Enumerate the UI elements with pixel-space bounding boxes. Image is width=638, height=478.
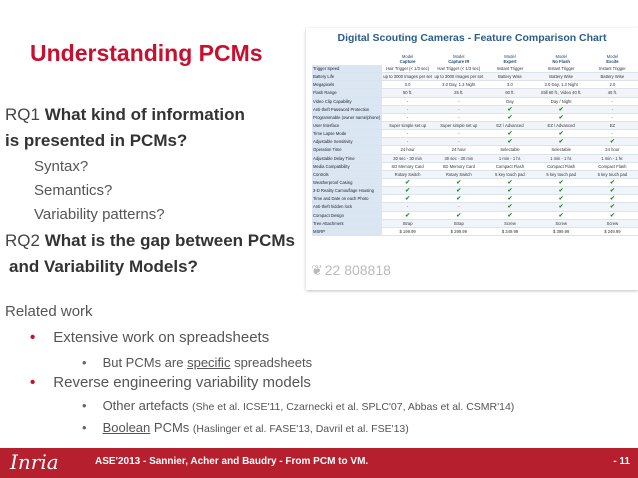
footer-bar (0, 448, 638, 478)
sub-item-syntax: Syntax? (34, 158, 89, 175)
sub-item-variability: Variability patterns? (34, 206, 165, 223)
table-cell: - (382, 113, 433, 121)
table-cell: - (382, 203, 433, 211)
check-icon: ✔ (433, 187, 484, 195)
check-icon: ✔ (382, 211, 433, 219)
feature-name-cell: Trigger Speed (312, 65, 382, 73)
feature-name-cell: Tree Attachment (312, 219, 382, 227)
table-cell: 3.0 (382, 81, 433, 89)
table-cell: - (382, 105, 433, 113)
table-row (312, 130, 638, 138)
table-cell: SD Memory Card (382, 162, 433, 170)
table-cell: 1 min - 1 hr. (587, 154, 638, 162)
header-model-name: Capture IR (448, 58, 470, 64)
table-row (312, 162, 638, 170)
table-cell: 25 ft. (433, 89, 484, 97)
check-icon: ✔ (382, 178, 433, 186)
feature-name-cell: MSRP (312, 227, 382, 235)
rq2-line1 (5, 231, 295, 251)
rq1-prefix: RQ1 (5, 105, 45, 124)
check-icon: ✔ (484, 105, 535, 113)
header-model-name: Expert (503, 58, 517, 64)
rq1-text-line2: is presented in PCMs? (5, 131, 188, 150)
table-cell: - (433, 203, 484, 211)
table-cell: 60 ft. (484, 89, 535, 97)
table-cell: - (587, 97, 638, 105)
table-cell: 2.0 (587, 81, 638, 89)
check-icon: ✔ (536, 211, 587, 219)
table-row (312, 203, 638, 211)
table-row (312, 187, 638, 195)
header-model-label: Model (401, 53, 414, 59)
table-cell: Screw (587, 219, 638, 227)
subbullet-boolean-refs: (Haslinger et al. FASE'13, Davril et al. FSE'13) (192, 423, 409, 435)
header-model-name: No Flash (552, 58, 570, 64)
table-cell: - (433, 130, 484, 138)
feature-name-cell: Time Lapse Mode (312, 130, 382, 138)
subbullet-dot: • (82, 398, 87, 413)
feature-name-cell: Controls (312, 170, 382, 178)
subbullet-dot: • (82, 355, 87, 370)
check-icon: ✔ (484, 130, 535, 138)
table-cell: 24 hour (382, 146, 433, 154)
pcm-table-header (312, 52, 638, 65)
check-icon: ✔ (433, 211, 484, 219)
table-header-cell (312, 52, 382, 65)
table-cell: Compact Flash (484, 162, 535, 170)
subbullet-dot: • (82, 420, 87, 435)
bullet-reverse-engineering (30, 374, 311, 391)
feature-name-cell: Operation Time (312, 146, 382, 154)
table-cell: 3.0 (484, 81, 535, 89)
feature-name-cell: 3-D Reality Camouflage Housing (312, 187, 382, 195)
table-cell: Still 60 ft., Video 40 ft. (536, 89, 587, 97)
table-row (312, 73, 638, 81)
table-cell: - (382, 97, 433, 105)
header-model-label: Model (555, 53, 567, 59)
subbullet-boolean-underlined: Boolean (102, 420, 151, 435)
pcm-table-title: Digital Scouting Cameras - Feature Comparison Chart (337, 32, 607, 44)
table-row (312, 105, 638, 113)
tag-icon: ❦ (311, 262, 323, 278)
check-icon: ✔ (484, 113, 535, 121)
footer-citation: ASE'2013 - Sannier, Acher and Baudry - From PCM to VM. (95, 456, 369, 467)
check-icon: ✔ (433, 195, 484, 203)
subbullet-other-artefacts-refs: (She et al. ICSE'11, Czarnecki et al. SPLC'07, Abbas et al. CSMR'14) (192, 401, 515, 413)
table-cell: Hair Trigger (< 1/3 sec) (433, 65, 484, 73)
table-cell: Hair Trigger (< 1/3 sec) (382, 65, 433, 73)
table-header-cell (484, 52, 535, 65)
table-cell: Strap (382, 219, 433, 227)
table-cell: Super simple set up (382, 121, 433, 129)
check-icon: ✔ (536, 187, 587, 195)
header-model-name: Capture (399, 58, 416, 64)
check-icon: ✔ (484, 138, 535, 146)
check-icon: ✔ (587, 195, 638, 203)
table-row (312, 211, 638, 219)
check-icon: ✔ (536, 105, 587, 113)
table-cell: Strap (433, 219, 484, 227)
table-cell: Instant Trigger (587, 65, 638, 73)
table-cell: Rotary Switch (382, 170, 433, 178)
table-cell: - (433, 105, 484, 113)
inria-logo: Inria (10, 450, 59, 474)
table-row (312, 195, 638, 203)
table-cell: 50 ft. (382, 89, 433, 97)
check-icon: ✔ (433, 178, 484, 186)
rq2-text-line1: What is the gap between PCMs (44, 231, 295, 250)
table-row (312, 154, 638, 162)
header-model-label: Model (606, 53, 619, 59)
check-icon: ✔ (536, 130, 587, 138)
check-icon: ✔ (587, 203, 638, 211)
table-header-row (312, 52, 638, 65)
check-icon: ✔ (536, 178, 587, 186)
related-work-heading: Related work (5, 303, 93, 320)
subbullet-boolean-after: PCMs (150, 420, 190, 435)
pcm-table-image (306, 28, 638, 290)
slide-title: Understanding PCMs (30, 40, 263, 66)
check-icon: ✔ (536, 195, 587, 203)
check-icon: ✔ (484, 178, 535, 186)
table-cell: EZ (587, 121, 638, 129)
table-row (312, 227, 638, 235)
table-header-cell (433, 52, 484, 65)
check-icon: ✔ (536, 203, 587, 211)
page-number: - 11 (613, 456, 630, 467)
table-cell: $ 349.99 (484, 227, 535, 235)
header-model-name: Excite (606, 58, 619, 64)
feature-name-cell: Anti-theft Password Protection (312, 105, 382, 113)
feature-name-cell: Anti-theft hidden lock (312, 203, 382, 211)
table-cell: 1 min - 1 hr. (484, 154, 535, 162)
table-header-cell (587, 52, 638, 65)
bullet-spreadsheets-text: Extensive work on spreadsheets (53, 329, 270, 346)
subbullet-other-artefacts (82, 398, 514, 413)
table-cell: 5 key touch pad (484, 170, 535, 178)
check-icon: ✔ (587, 178, 638, 186)
table-cell: EZ / Advanced (536, 121, 587, 129)
feature-name-cell: Flash Range (312, 89, 382, 97)
table-row (312, 146, 638, 154)
table-row (312, 170, 638, 178)
table-row (312, 65, 638, 73)
table-cell: 5 key touch pad (536, 170, 587, 178)
table-cell: 24 hour (433, 146, 484, 154)
feature-name-cell: Adjustable Delay Time (312, 154, 382, 162)
image-tag (311, 262, 393, 279)
table-cell: $ 399.99 (536, 227, 587, 235)
image-tag-text: 22 808818 (324, 262, 391, 278)
sub-item-semantics: Semantics? (34, 182, 113, 199)
feature-name-cell: User Interface (312, 121, 382, 129)
table-cell: Instant Trigger (536, 65, 587, 73)
check-icon: ✔ (484, 203, 535, 211)
subbullet-other-artefacts-text: Other artefacts (102, 398, 189, 413)
check-icon: ✔ (484, 195, 535, 203)
subbullet-specific-underlined: specific (187, 355, 231, 370)
header-model-label: Model (453, 53, 465, 59)
table-cell: up to 3000 Images per set (434, 74, 484, 80)
rq1-line2 (5, 131, 187, 151)
table-cell: Selectable (536, 146, 587, 154)
check-icon: ✔ (382, 195, 433, 203)
table-row (312, 89, 638, 97)
table-row (312, 178, 638, 186)
subbullet-boolean-pcms (82, 420, 409, 435)
table-cell: $ 199.99 (382, 227, 433, 235)
table-cell: Day / Night (536, 97, 587, 105)
table-cell: - (587, 113, 638, 121)
table-cell: SD Memory Card (433, 162, 484, 170)
pcm-table-body (312, 65, 638, 235)
table-header-cell (536, 52, 587, 65)
table-cell: Battery Wise (587, 73, 638, 81)
subbullet-specific-before: But PCMs are (102, 355, 188, 370)
pcm-table (312, 52, 638, 236)
table-cell: 3.0 Day, 1.3 Night (433, 81, 484, 89)
table-cell: 40 ft. (587, 89, 638, 97)
table-cell: Screw (484, 219, 535, 227)
check-icon: ✔ (536, 138, 587, 146)
feature-name-cell: Time and Date on each Photo (312, 195, 382, 203)
table-row (312, 219, 638, 227)
rq2-prefix: RQ2 (5, 231, 45, 250)
header-model-label: Model (504, 53, 516, 59)
table-row (312, 138, 638, 146)
bullet-dot: • (30, 374, 36, 391)
feature-name-cell: Weatherproof Casing (312, 178, 382, 186)
bullet-spreadsheets (30, 329, 269, 346)
check-icon: ✔ (484, 187, 535, 195)
subbullet-specific-after: spreadsheets (230, 355, 313, 370)
table-cell: Screw (536, 219, 587, 227)
rq2-line2 (9, 257, 198, 277)
feature-name-cell: Adjustable Sensitivity (312, 138, 382, 146)
bullet-dot: • (30, 329, 36, 346)
check-icon: ✔ (587, 211, 638, 219)
table-cell: $ 249.99 (587, 227, 638, 235)
table-cell: Selectable (484, 146, 535, 154)
check-icon: ✔ (536, 113, 587, 121)
table-cell: 1 min - 1 hr. (536, 154, 587, 162)
table-cell: Compact Flash (536, 162, 587, 170)
table-cell: - (587, 130, 638, 138)
subbullet-specific (82, 355, 312, 370)
table-cell: Rotary Switch (433, 170, 484, 178)
table-cell: up to 3000 Images per set (383, 74, 432, 80)
feature-name-cell: Megapixels (312, 81, 382, 89)
table-cell: EZ / Advanced (484, 121, 535, 129)
table-header-cell (382, 52, 433, 65)
check-icon: ✔ (587, 187, 638, 195)
feature-name-cell: Video Clip Capability (312, 97, 382, 105)
table-cell: Day (484, 97, 535, 105)
table-row (312, 121, 638, 129)
table-cell: - (433, 97, 484, 105)
feature-name-cell: Programmable (owner name/phone) (313, 114, 381, 120)
bullet-reverse-engineering-text: Reverse engineering variability models (53, 374, 311, 391)
feature-name-cell: Compact Design (312, 211, 382, 219)
table-row (312, 97, 638, 105)
table-cell: Battery Wise (536, 73, 587, 81)
table-cell: - (433, 138, 484, 146)
table-cell: Compact Flash (587, 162, 638, 170)
table-cell: 24 hour (587, 146, 638, 154)
feature-name-cell: Media Compatibility (312, 162, 382, 170)
check-icon: ✔ (484, 211, 535, 219)
table-cell: Battery Wise (484, 73, 535, 81)
table-cell: - (382, 138, 433, 146)
table-cell: Instant Trigger (484, 65, 535, 73)
rq2-text-line2: and Variability Models? (9, 257, 198, 276)
feature-name-cell: Battery Life (312, 73, 382, 81)
table-cell: Super simple set up (433, 121, 484, 129)
table-row (312, 81, 638, 89)
table-cell: 3.0 Day, 1.3 Night (536, 81, 587, 89)
table-cell: 30 sec - 30 min (382, 154, 433, 162)
table-cell: 30 sec - 30 min (433, 154, 484, 162)
table-cell: - (433, 113, 484, 121)
rq1-line1 (5, 105, 245, 125)
table-cell: - (382, 130, 433, 138)
table-cell: $ 299.99 (433, 227, 484, 235)
rq1-text-line1: What kind of information (44, 105, 245, 124)
check-icon: ✔ (382, 187, 433, 195)
check-icon: ✔ (587, 138, 638, 146)
table-cell: - (587, 105, 638, 113)
table-row (312, 113, 638, 121)
table-cell: 5 key touch pad (587, 170, 638, 178)
